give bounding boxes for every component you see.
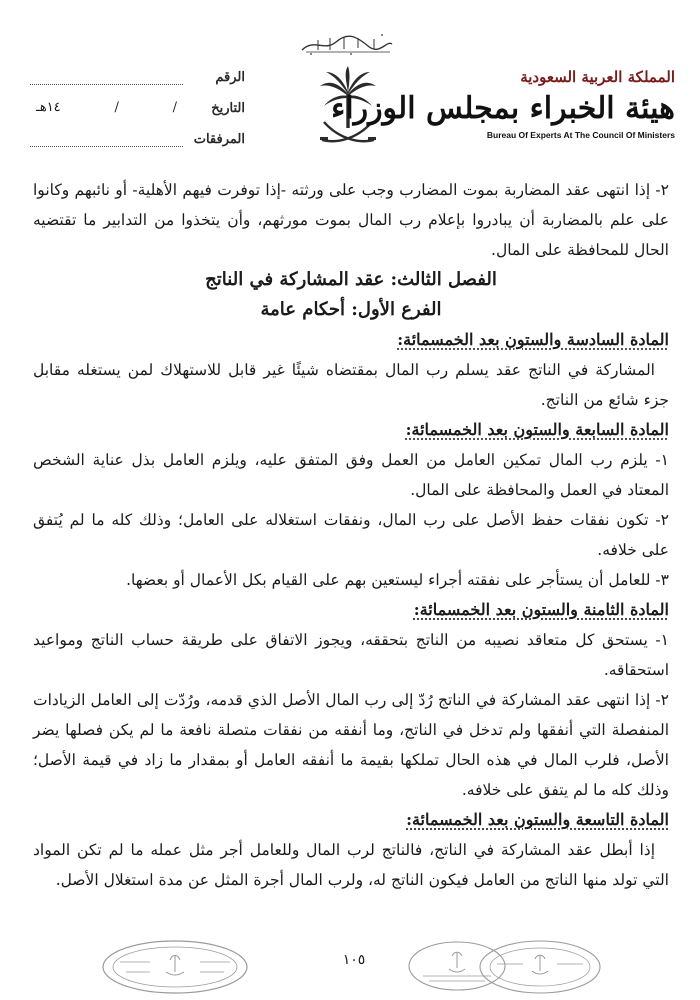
section-title: الفرع الأول: أحكام عامة: [260, 299, 442, 320]
date-label: التاريخ: [211, 101, 245, 116]
clause-paragraph: ٢- إذا انتهى عقد المضاربة بموت المضارب وجب على ورثته -إذا توفرت فيهم الأهلية- أو نائبهم وكانوا على علم بالمضاربة أن يبادروا بإعلام رب المال بموت مورثهم، وأن يتخذوا من التدابير ما تقتضيه الحال للمحافظة على المال.: [33, 181, 669, 259]
official-stamp: [100, 938, 250, 996]
organization-logo: [331, 68, 675, 140]
date-row: [30, 101, 245, 132]
reference-number-line: [30, 84, 183, 85]
date-field: [30, 100, 183, 115]
attachments-row: [30, 132, 245, 163]
article-568-title: المادة الثامنة والستون بعد الخمسمائة:: [413, 600, 669, 619]
organization-name-english: Bureau Of Experts At The Council Of Ministers: [486, 130, 675, 140]
article-567-title: المادة السابعة والستون بعد الخمسمائة:: [405, 420, 669, 439]
date-separator: /: [114, 100, 119, 115]
letterhead: [0, 0, 700, 168]
attachments-label: المرفقات: [193, 132, 245, 147]
official-stamp: [475, 938, 605, 996]
reference-number-label: الرقم: [215, 70, 245, 85]
reference-fields: [30, 70, 245, 163]
article-567-clause-1: ١- يلزم رب المال تمكين العامل من العمل وفق المتفق عليه، ويلزم العامل بذل عناية الشخص المعتاد في العمل والمحافظة على المال.: [33, 451, 669, 499]
page-number: ١٠٥: [342, 952, 366, 968]
reference-number-row: [30, 70, 245, 101]
date-year-suffix: ١٤هـ: [36, 100, 61, 115]
basmala-calligraphy: [296, 32, 396, 56]
document-body: [33, 175, 669, 895]
article-566-text: المشاركة في الناتج عقد يسلم رب المال بمقتضاه شيئًا غير قابل للاستهلاك لمن يستغله مقابل جزء شائع من الناتج.: [33, 361, 669, 409]
chapter-title: الفصل الثالث: عقد المشاركة في الناتج: [205, 269, 497, 290]
article-569-text: إذا أبطل عقد المشاركة في الناتج، فالناتج لرب المال وللعامل أجر مثل عمله ما لم تكن المواد التي تولد منها الناتج من العامل فيكون الناتج له، ولرب المال أجرة المثل عن مدة استغلال الأصل.: [33, 841, 669, 889]
date-separator: /: [172, 100, 177, 115]
kingdom-name: المملكة العربية السعودية: [520, 68, 675, 86]
article-568-clause-2: ٢- إذا انتهى عقد المشاركة في الناتج رُدّ إلى رب المال الأصل الذي قدمه، ورُدّت إلى العامل الزيادات المنفصلة التي أنفقها ولم تدخل في الناتج، وما أنفقه من نفقات متصلة نافعة ما لم يكن فصلها يضر الأصل، فلرب المال في هذه الحال تملكها بقيمة ما أنفقه العامل أو بمقدار ما زاد في قيمة الأصل؛ وذلك كله ما لم يتفق على خلافه.: [33, 691, 669, 799]
article-567-clause-2: ٢- تكون نفقات حفظ الأصل على رب المال، ونفقات استغلاله على العامل؛ وذلك كله ما لم يُتفق على خلافه.: [33, 511, 669, 559]
article-569-title: المادة التاسعة والستون بعد الخمسمائة:: [406, 810, 669, 829]
article-567-clause-3: ٣- للعامل أن يستأجر على نفقته أجراء ليستعين بهم على القيام بكل الأعمال أو بعضها.: [126, 571, 669, 589]
article-566-title: المادة السادسة والستون بعد الخمسمائة:: [397, 330, 669, 349]
attachments-line: [30, 146, 183, 147]
article-568-clause-1: ١- يستحق كل متعاقد نصيبه من الناتج بتحققه، ويجوز الاتفاق على طريقة حساب الناتج ومواعيد استحقاقه.: [33, 631, 669, 679]
organization-name-arabic: هيئة الخبراء بمجلس الوزراء: [331, 91, 675, 126]
